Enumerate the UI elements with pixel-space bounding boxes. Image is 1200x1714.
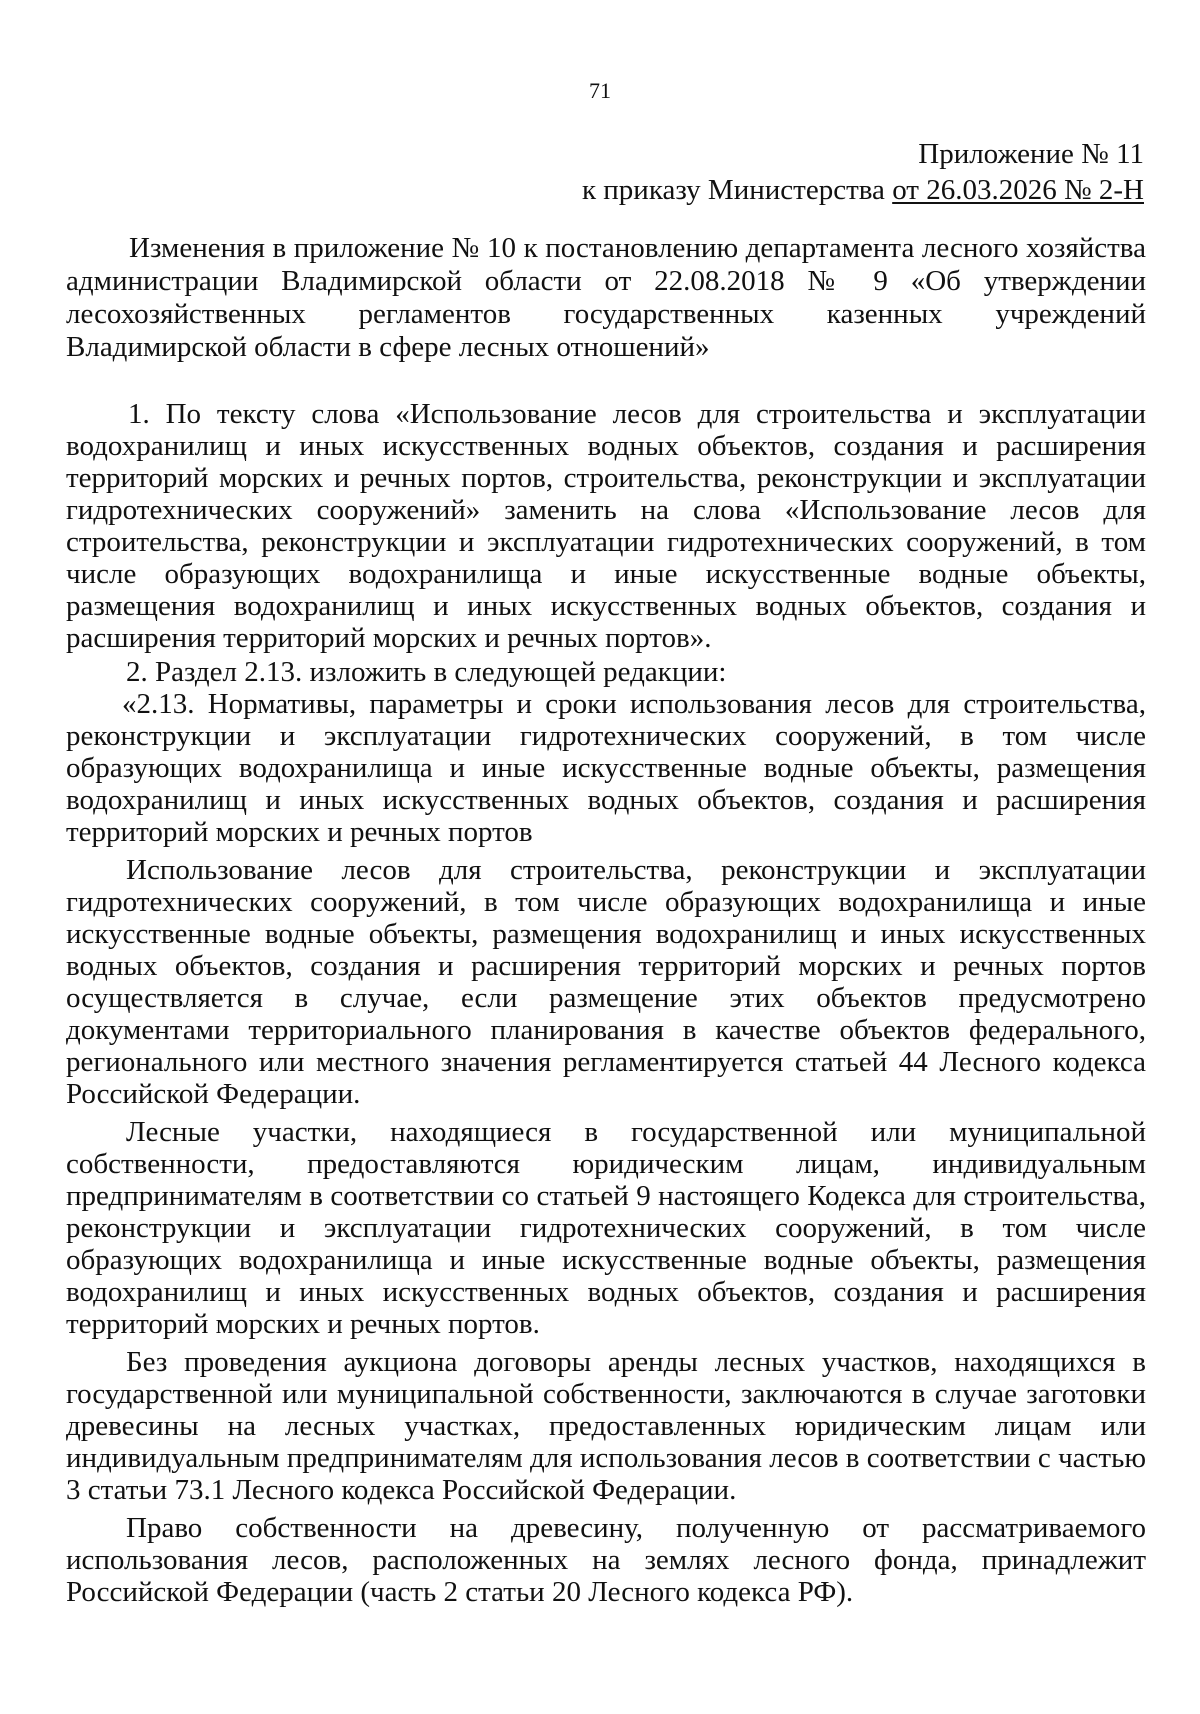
paragraph-land-plots: Лесные участки, находящиеся в государственной или муниципальной собственности, предоставляются юридическим лицам, индивидуальным предпринимателям в соответствии со статьей 9 настоящего Кодекса для строительства, реконструкции и эксплуатации гидротехнических сооружений, в том числе образующих водохранилища и иные искусственные водные объекты, размещения водохранилищ и иных искусственных водных объектов, создания и расширения территорий морских и речных портов. bbox=[66, 1116, 1146, 1340]
document-title: Изменения в приложение № 10 к постановлению департамента лесного хозяйства администрации Владимирской области от 22.08.2018 № 9 «Об утверждении лесохозяйственных регламентов государственных казенных учреждений Владимирской области в сфере лесных отношений» bbox=[66, 232, 1146, 363]
document-body bbox=[66, 398, 1146, 1608]
paragraph-item-2: 2. Раздел 2.13. изложить в следующей редакции: bbox=[126, 656, 727, 688]
appendix-title: Приложение № 11 bbox=[918, 138, 1144, 170]
paragraph-item-1: 1. По тексту слова «Использование лесов для строительства и эксплуатации водохранилищ и иных искусственных водных объектов, создания и расширения территорий морских и речных портов, строительства, реконструкции и эксплуатации гидротехнических сооружений» заменить на слова «Использование лесов для строительства, реконструкции и эксплуатации гидротехнических сооружений, в том числе образующих водохранилища и иные искусственные водные объекты, размещения водохранилищ и иных искусственных водных объектов, создания и расширения территорий морских и речных портов». bbox=[66, 398, 1146, 654]
appendix-order-prefix: к приказу Министерства bbox=[581, 174, 893, 206]
paragraph-timber-ownership: Право собственности на древесину, полученную от рассматриваемого использования лесов, расположенных на землях лесного фонда, принадлежит Российской Федерации (часть 2 статьи 20 Лесного кодекса РФ). bbox=[66, 1512, 1146, 1608]
paragraph-lease-without-auction: Без проведения аукциона договоры аренды лесных участков, находящихся в государственной или муниципальной собственности, заключаются в случае заготовки древесины на лесных участках, предоставленных юридическим лицам или индивидуальным предпринимателям для использования лесов в соответствии с частью 3 статьи 73.1 Лесного кодекса Российской Федерации. bbox=[66, 1346, 1146, 1506]
page-number: 71 bbox=[589, 78, 611, 103]
appendix-order-reference bbox=[582, 172, 1144, 208]
section-2-13-heading: «2.13. Нормативы, параметры и сроки использования лесов для строительства, реконструкции и эксплуатации гидротехнических сооружений, в том числе образующих водохранилища и иные искусственные водные объекты, размещения водохранилищ и иных искусственных водных объектов, создания и расширения территорий морских и речных портов bbox=[66, 688, 1146, 848]
paragraph-usage-conditions: Использование лесов для строительства, реконструкции и эксплуатации гидротехнических сооружений, в том числе образующих водохранилища и иные искусственные водные объекты, размещения водохранилищ и иных искусственных водных объектов, создания и расширения территорий морских и речных портов осуществляется в случае, если размещение этих объектов предусмотрено документами территориального планирования в качестве объектов федерального, регионального или местного значения регламентируется статьей 44 Лесного кодекса Российской Федерации. bbox=[66, 854, 1146, 1110]
appendix-order-date-number: от 26.03.2026 № 2-Н bbox=[892, 174, 1144, 206]
appendix-header bbox=[582, 136, 1144, 208]
